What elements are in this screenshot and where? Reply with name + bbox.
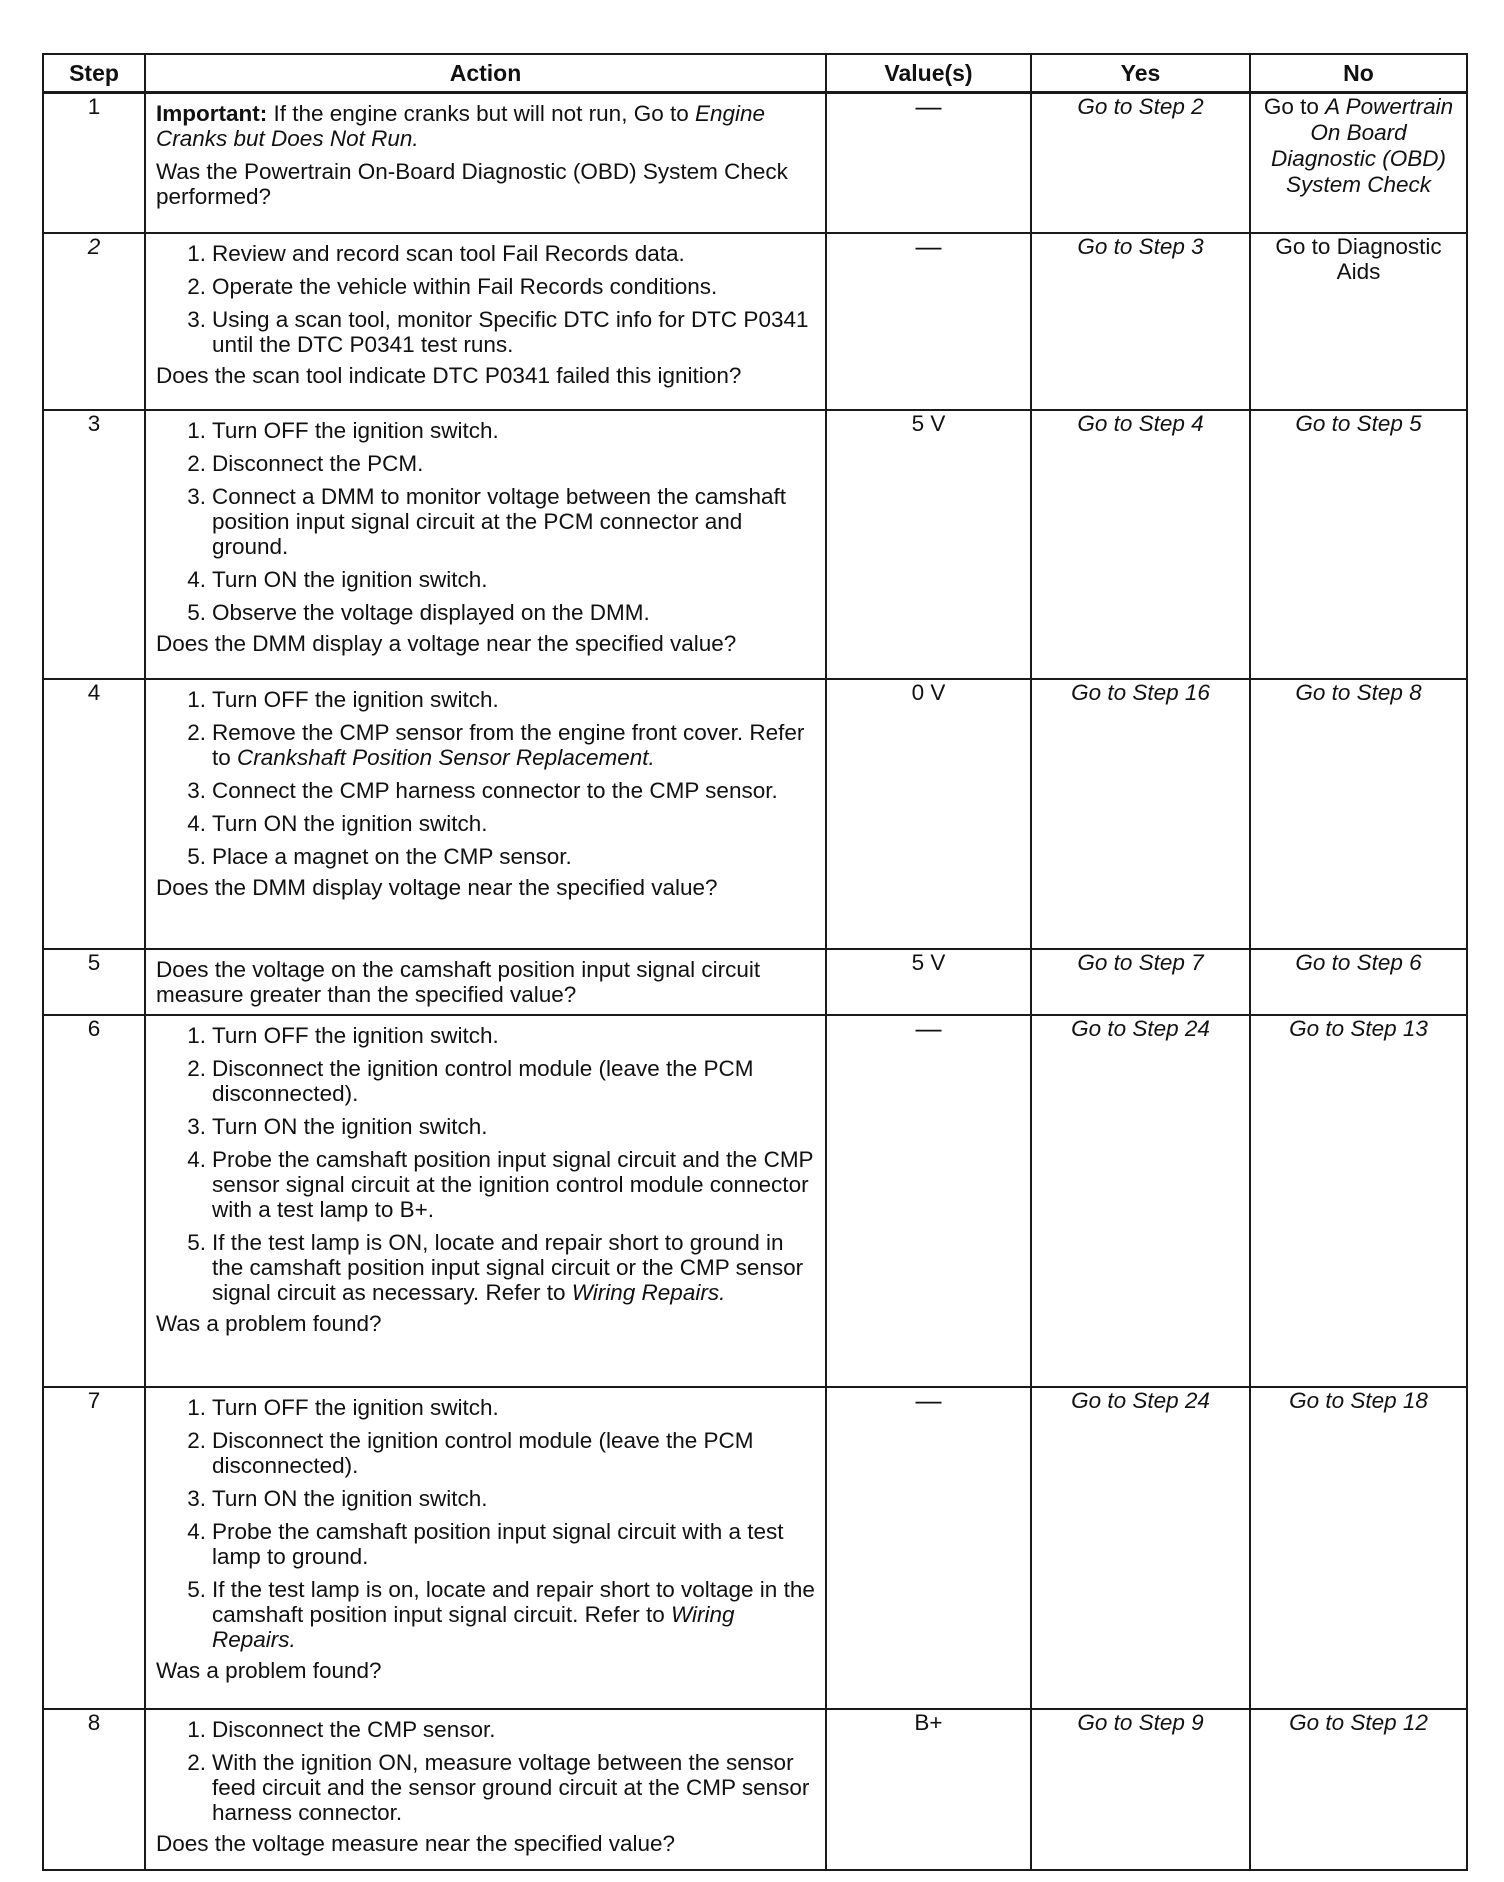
list-item: 2. Remove the CMP sensor from the engine front cover. Refer to Crankshaft Position Sensor Replacement. <box>187 719 805 770</box>
action-cell <box>145 679 826 949</box>
question-text: Does the scan tool indicate DTC P0341 failed this ignition? <box>156 362 742 388</box>
question-text: Does the voltage on the camshaft position input signal circuit measure greater than the specified value? <box>156 956 761 1007</box>
list-item: 4. Turn ON the ignition switch. <box>187 566 488 592</box>
question-text: Was the Powertrain On-Board Diagnostic (OBD) System Check performed? <box>156 159 788 209</box>
list-item: 3. Connect a DMM to monitor voltage between the camshaft position input signal circuit at the PCM connector and ground. <box>187 483 787 559</box>
header-action: Action <box>145 54 826 93</box>
list-item: 2. Disconnect the ignition control module (leave the PCM disconnected). <box>187 1427 754 1478</box>
yes-cell: Go to Step 7 <box>1031 949 1250 1015</box>
value-text: — <box>915 91 942 121</box>
no-cell: Go to Step 8 <box>1250 679 1467 949</box>
yes-cell: Go to Step 24 <box>1031 1015 1250 1387</box>
list-item: 1. Turn OFF the ignition switch. <box>187 1022 499 1048</box>
no-cell: Go to Step 5 <box>1250 410 1467 679</box>
action-cell <box>145 1387 826 1709</box>
question-text: Does the voltage measure near the specified value? <box>156 1830 676 1856</box>
table-row <box>43 949 1467 1015</box>
value-cell <box>826 679 1031 949</box>
step-number: 8 <box>43 1709 145 1870</box>
action-list <box>156 1023 815 1305</box>
list-item: 3. Turn ON the ignition switch. <box>187 1485 488 1511</box>
important-text: If the engine cranks but will not run, Go to <box>267 101 695 126</box>
question-text: Was a problem found? <box>156 1310 382 1336</box>
table-row <box>43 1709 1467 1870</box>
list-item: 4. Probe the camshaft position input signal circuit and the CMP sensor signal circuit at the ignition control module connector with a test lamp to B+. <box>187 1146 814 1222</box>
list-item: 1. Disconnect the CMP sensor. <box>187 1716 496 1742</box>
important-note <box>156 101 815 151</box>
value-cell <box>826 230 1031 410</box>
action-cell <box>145 1709 826 1870</box>
step-number: 6 <box>43 1015 145 1387</box>
yes-cell: Go to Step 2 <box>1031 93 1250 233</box>
yes-cell: Go to Step 24 <box>1031 1387 1250 1709</box>
action-cell <box>145 233 826 410</box>
value-cell <box>826 410 1031 679</box>
value-cell <box>826 1012 1031 1387</box>
action-list <box>156 1395 815 1652</box>
question-text: Was a problem found? <box>156 1657 382 1683</box>
table-row <box>43 410 1467 679</box>
list-item: 2. Operate the vehicle within Fail Records conditions. <box>187 273 718 299</box>
no-cell <box>1250 93 1467 233</box>
question-text: Does the DMM display voltage near the specified value? <box>156 874 718 900</box>
list-item: 2. With the ignition ON, measure voltage between the sensor feed circuit and the sensor ground circuit at the CMP sensor harness connector. <box>187 1749 810 1825</box>
header-step: Step <box>43 54 145 93</box>
step-number: 2 <box>43 233 145 410</box>
list-item: 2. Disconnect the ignition control module (leave the PCM disconnected). <box>187 1055 754 1106</box>
no-cell: Go to Step 18 <box>1250 1387 1467 1709</box>
step-number: 3 <box>43 410 145 679</box>
yes-cell: Go to Step 4 <box>1031 410 1250 679</box>
action-cell <box>145 1015 826 1387</box>
no-prefix: Go to <box>1263 94 1326 119</box>
header-values: Value(s) <box>826 54 1031 93</box>
list-item: 4. Probe the camshaft position input signal circuit with a test lamp to ground. <box>187 1518 784 1569</box>
table-row <box>43 1387 1467 1709</box>
no-ref: A Powertrain On Board Diagnostic (OBD) System Check <box>1270 94 1454 197</box>
header-yes: Yes <box>1031 54 1250 93</box>
value-cell <box>826 949 1031 1015</box>
step-number: 5 <box>43 949 145 1015</box>
value-cell <box>826 1384 1031 1709</box>
list-item: 3. Connect the CMP harness connector to the CMP sensor. <box>187 777 778 803</box>
header-no: No <box>1250 54 1467 93</box>
list-item: 4. Turn ON the ignition switch. <box>187 810 488 836</box>
no-cell: Go to Diagnostic Aids <box>1250 233 1467 410</box>
no-cell: Go to Step 12 <box>1250 1709 1467 1870</box>
yes-cell: Go to Step 3 <box>1031 233 1250 410</box>
value-text: — <box>915 1384 942 1415</box>
list-item: 1. Turn OFF the ignition switch. <box>187 686 499 712</box>
action-list <box>156 418 815 625</box>
list-item: 1. Turn OFF the ignition switch. <box>187 417 499 443</box>
list-item: 2. Disconnect the PCM. <box>187 450 424 476</box>
value-text: — <box>915 1012 942 1043</box>
list-item: 5. Place a magnet on the CMP sensor. <box>187 843 572 869</box>
list-item: 1. Turn OFF the ignition switch. <box>187 1394 499 1420</box>
yes-cell: Go to Step 16 <box>1031 679 1250 949</box>
value-text: B+ <box>914 1709 943 1735</box>
list-item: 3. Turn ON the ignition switch. <box>187 1113 488 1139</box>
header-row <box>43 54 1467 93</box>
table-row <box>43 233 1467 410</box>
list-item: 5. If the test lamp is ON, locate and repair short to ground in the camshaft position input signal circuit or the CMP sensor signal circuit as necessary. Refer to Wiring Repairs. <box>187 1229 804 1305</box>
diagnostic-table <box>42 53 1468 1871</box>
list-item: 1. Review and record scan tool Fail Records data. <box>187 240 685 266</box>
step-number: 7 <box>43 1387 145 1709</box>
value-text: 0 V <box>911 679 946 705</box>
table-row <box>43 1015 1467 1387</box>
no-cell: Go to Step 13 <box>1250 1015 1467 1387</box>
action-cell <box>145 410 826 679</box>
value-cell <box>826 1709 1031 1870</box>
table-row <box>43 679 1467 949</box>
action-cell <box>145 93 826 233</box>
no-cell: Go to Step 6 <box>1250 949 1467 1015</box>
value-text: — <box>915 230 942 261</box>
table-row <box>43 93 1467 233</box>
step-number: 4 <box>43 679 145 949</box>
action-cell <box>145 949 826 1015</box>
value-cell <box>826 93 1031 233</box>
list-item: 5. Observe the voltage displayed on the DMM. <box>187 599 650 625</box>
step-number: 1 <box>43 93 145 233</box>
yes-cell: Go to Step 9 <box>1031 1709 1250 1870</box>
list-item: 3. Using a scan tool, monitor Specific DTC info for DTC P0341 until the DTC P0341 test runs. <box>187 306 809 357</box>
question-text: Does the DMM display a voltage near the specified value? <box>156 630 737 656</box>
list-item: 5. If the test lamp is on, locate and repair short to voltage in the camshaft position input signal circuit. Refer to Wiring Repairs. <box>187 1576 815 1652</box>
important-label: Important: <box>156 101 268 126</box>
action-list <box>156 241 815 357</box>
value-text: 5 V <box>911 949 946 975</box>
action-list <box>156 1717 815 1825</box>
action-list <box>156 687 815 869</box>
value-text: 5 V <box>911 410 946 436</box>
important-ref: Engine Cranks but Does Not Run. <box>156 101 766 151</box>
